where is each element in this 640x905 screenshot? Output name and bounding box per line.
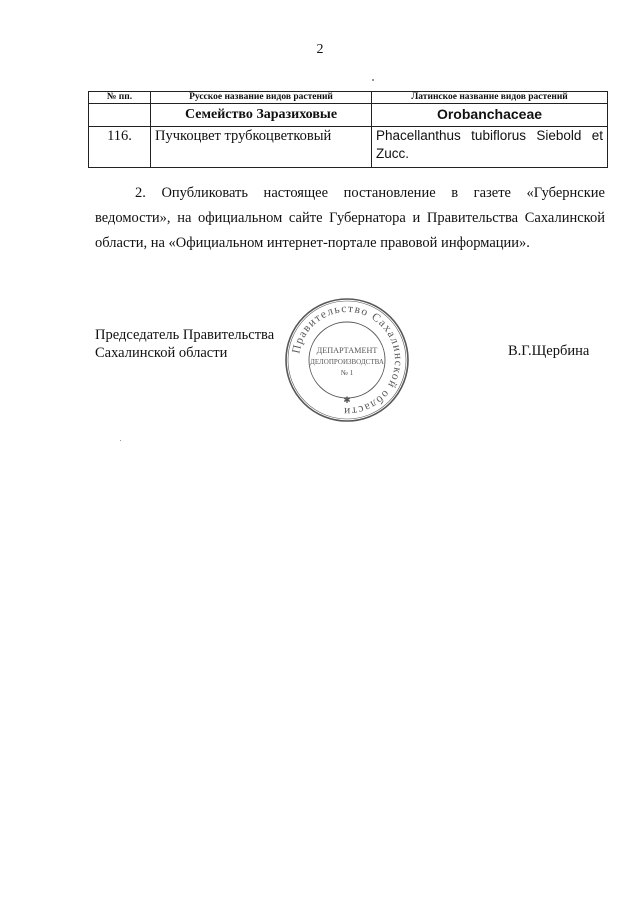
species-russian-name: Пучкоцвет трубкоцветковый xyxy=(151,127,372,168)
family-num-cell xyxy=(89,104,151,127)
family-russian-name: Семейство Заразиховые xyxy=(151,104,372,127)
family-latin-name: Orobanchaceae xyxy=(372,104,608,127)
species-table xyxy=(88,91,608,168)
header-russian-name: Русское название видов растений xyxy=(151,92,372,104)
table-row xyxy=(89,127,608,168)
official-seal xyxy=(284,297,410,423)
seal-inner-line3: № 1 xyxy=(340,368,354,377)
header-latin-name: Латинское название видов растений xyxy=(372,92,608,104)
seal-star-icon: ✱ xyxy=(343,396,351,406)
signer-position-line2: Сахалинской области xyxy=(95,345,228,361)
seal-outer-text: Правительство Сахалинской области xyxy=(290,302,405,418)
species-latin-name: Phacellanthus tubiflorus Siebold et Zucc. xyxy=(372,127,608,168)
scan-speck xyxy=(372,79,374,81)
table-header-row xyxy=(89,92,608,104)
scan-speck xyxy=(120,440,121,441)
seal-inner-line2: ДЕЛОПРОИЗВОДСТВА xyxy=(310,358,384,366)
family-row xyxy=(89,104,608,127)
signer-position xyxy=(95,326,274,362)
publication-paragraph: 2. Опубликовать настоящее постановление в газете «Губернские ведомости», на официальном сайте Губернатора и Правительства Сахалинской области, на «Официальном интернет-портале правовой информации». xyxy=(95,185,605,251)
signer-name: В.Г.Щербина xyxy=(508,343,590,359)
seal-inner-line1: ДЕПАРТАМЕНТ xyxy=(316,346,378,355)
page-number: 2 xyxy=(316,42,324,57)
species-number: 116. xyxy=(89,127,151,168)
signer-position-line1: Председатель Правительства xyxy=(95,327,275,343)
header-num: № пп. xyxy=(89,92,151,104)
